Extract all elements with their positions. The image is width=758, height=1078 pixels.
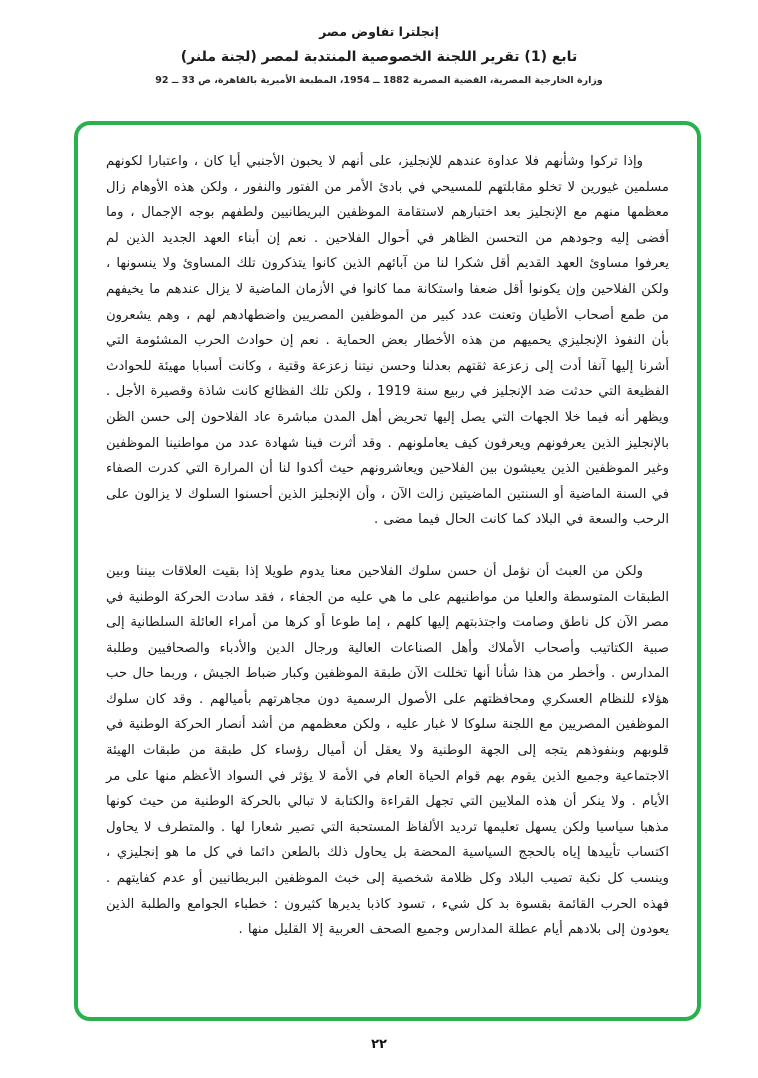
- body-paragraph-1: وإذا تركوا وشأنهم فلا عداوة عندهم للإنجليز، على أنهم لا يحبون الأجنبي أيا كان ، واعتبارا لكونهم مسلمين غيورين لا تخلو مقابلتهم للمسيحي في بادئ الأمر من الفتور والنفور ، ولكن هذه الأوهام زال معظمها منهم مع الإنجليز بعد اختبارهم لاستقامة الموظفين البريطانيين ولطفهم بوجه الإجمال ، وما أفضى إليه وجودهم من التحسن الظاهر في أحوال الفلاحين . نعم إن أبناء العهد الجديد الذين لم يعرفوا مساوئ العهد القديم أقل شكرا لنا من آبائهم الذين كانوا يتذكرون تلك المساوئ ولا ينسونها ، ولكن الفلاحين وإن يكونوا أقل ضعفا واستكانة مما كانوا في الأزمان الماضية لا يزال عندهم ما يخيفهم من طمع أصحاب الأطيان وتعنت عدد كبير من الموظفين المصريين واضطهادهم لهم ، وهم يشعرون بأن النفوذ الإنجليزي يحميهم من هذه الأخطار بعض الحماية . نعم إن حوادث الحرب المشئومة التي أشرنا إليها آنفا أدت إلى زعزعة ثقتهم بعدلنا وحسن نيتنا زعزعة وقتية ، وكانت أسبابا مهيئة للحوادث الفظيعة التي حدثت ضد الإنجليز في ربيع سنة 1919 ، ولكن تلك الفظائع كانت شاذة وقصيرة الأجل . ويظهر أنه فيما خلا الجهات التي يصل إليها تحريض أهل المدن مباشرة عاد الفلاحون إلى حسن الظن بالإنجليز الذين يعرفونهم ويعرفون كيف يعاملونهم . وقد أثرت فينا شهادة عدد من مواطنينا الموظفين وغير الموظفين الذين يعيشون بين الفلاحين ويعاشرونهم حيث أكدوا لنا أن المرارة التي كدرت الصفاء في السنة الماضية أو السنتين الماضيتين زالت الآن ، وأن الإنجليز الذين أحسنوا السلوك لا يزالون على الرحب والسعة في البلاد كما كانت الحال فيما مضى .: [106, 154, 669, 528]
- header-source-citation: وزارة الخارجية المصرية، القضية المصرية 1882 ــ 1954، المطبعة الأميرية بالقاهرة، ص 33 ــ 92: [155, 75, 603, 86]
- green-border-content-box: [74, 121, 701, 1021]
- document-header: [0, 0, 758, 86]
- header-title: إنجلترا تفاوض مصر: [319, 24, 439, 39]
- header-subtitle: تابع (1) تقرير اللجنة الخصوصية المنتدبة لمصر (لجنة ملنر): [180, 49, 578, 65]
- body-paragraph-2: ولكن من العبث أن نؤمل أن حسن سلوك الفلاحين معنا يدوم طويلا إذا بقيت العلاقات بيننا وبين الطبقات المتوسطة والعليا من مواطنيهم على ما هي عليه من الجفاء ، فقد سادت الحركة الوطنية في مصر الآن كل ناطق وصامت واجتذبتهم إليها كلهم ، إما طوعا أو كرها من أمراء العائلة السلطانية إلى صبية الكتاتيب وأصحاب الأملاك وأهل الصناعات العالية ورجال الدين والأدباء والصحافيين وطلبة المدارس . وأخطر من هذا شأنا أنها تخللت الآن طبقة الموظفين وكبار ضباط الجيش ، وربما حال حب هؤلاء للنظام العسكري ومحافظتهم على الأصول الرسمية دون مجاهرتهم بأميالهم . وقد كان سلوك الموظفين المصريين مع اللجنة سلوكا لا غبار عليه ، ولكن معظمهم من أشد أنصار الحركة الوطنية في قلوبهم وبنفوذهم يتجه إلى الجهة الوطنية ولا يعقل أن أميال رؤساء كل طبقة من طبقات الهيئة الاجتماعية وجميع الذين يقوم بهم قوام الحياة العام في الأمة لا يؤثر في السواد الأعظم منها على مر الأيام . ولا ينكر أن هذه الملايين التي تجهل القراءة والكتابة لا تبالي بالحركة الوطنية من حيث كونها مذهبا سياسيا ولكن يسهل تعليمها ترديد الألفاظ المستحبة التي تصير شعارا لها . والمتطرف لا يحاول اكتساب تأييدها إياه بالحجج السياسية المحضة بل يحاول ذلك بالطعن دائما في كل ما هو إنجليزي ، وينسب كل نكبة تصيب البلاد وكل ظلامة شخصية إلى خبث الموظفين البريطانيين أو عدم كفايتهم . فهذه الحرب القائمة بقسوة بد كل شيء ، تسود كاذبا يديرها كثيرون : خطباء الجوامع والطلبة الذين يعودون إلى بلادهم أيام عطلة المدارس وجميع الصحف العربية إلا القليل منها .: [106, 563, 669, 938]
- page-number: ٢٢: [371, 1037, 387, 1052]
- page-footer: [0, 1037, 758, 1052]
